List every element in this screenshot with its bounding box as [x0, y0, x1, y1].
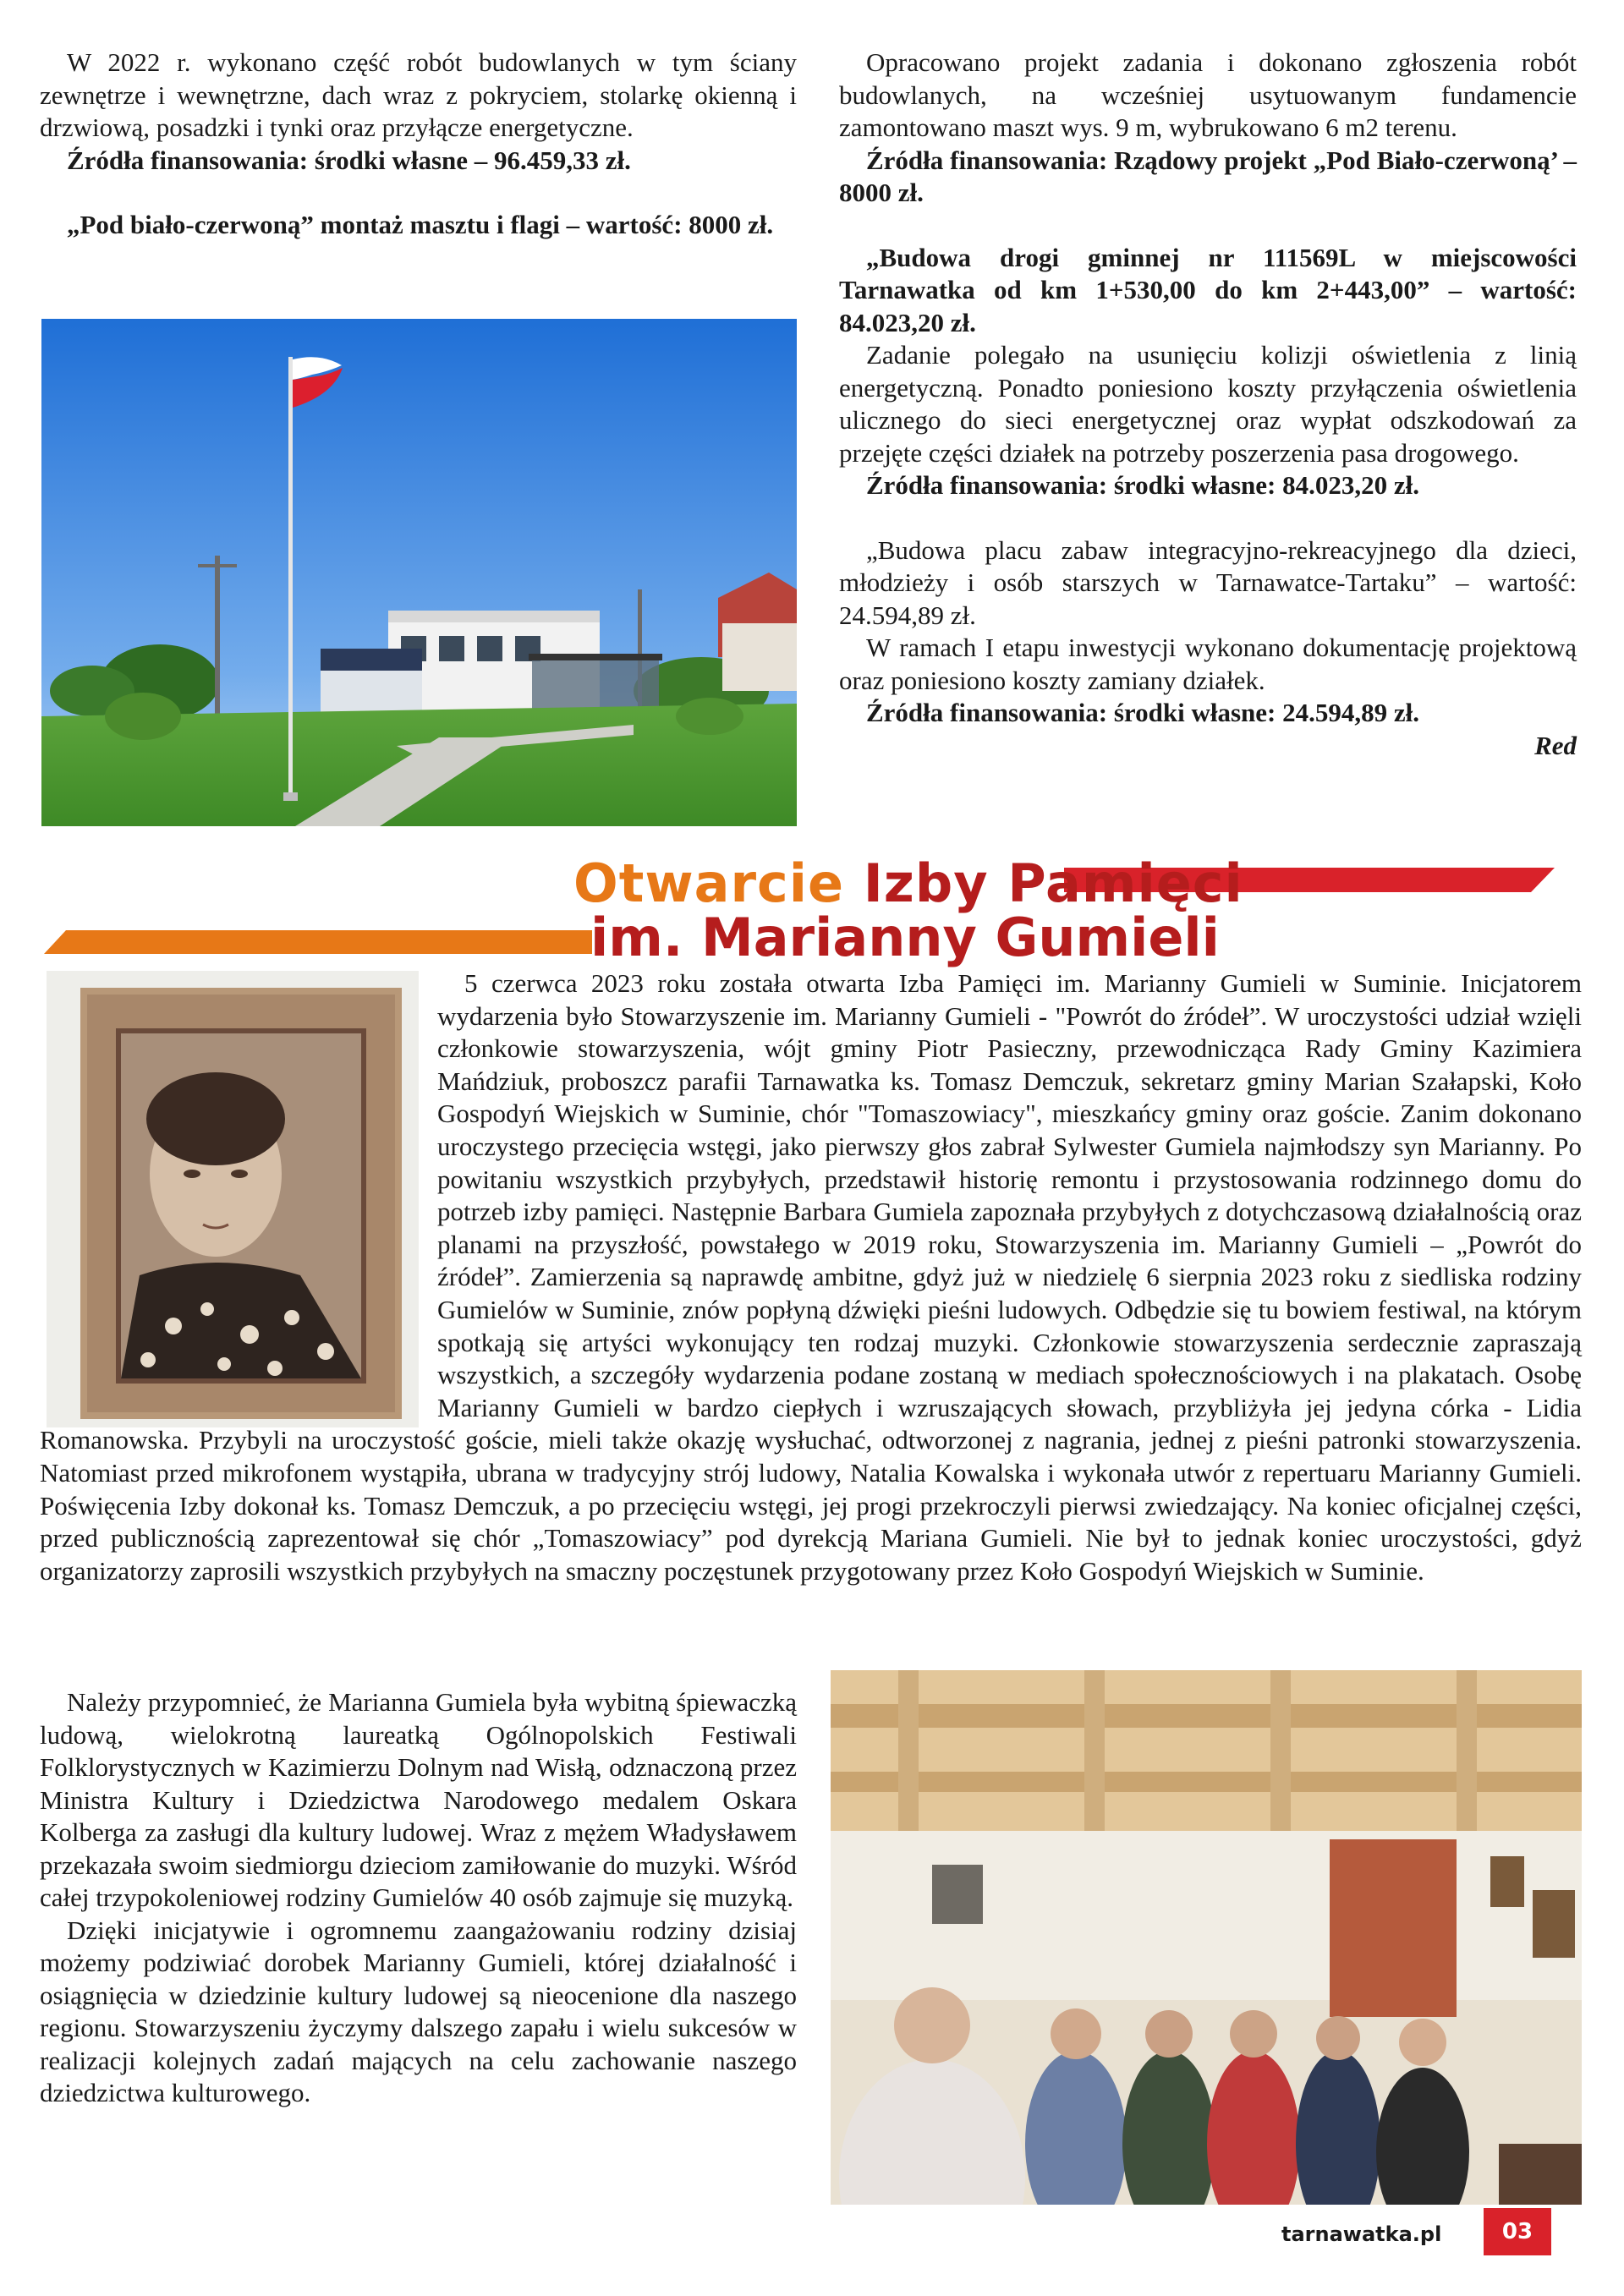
funding-line: Źródła finansowania: środki własne: 24.594,89 zł. — [866, 698, 1419, 727]
article-bottom-column — [40, 1686, 797, 2110]
article-paragraph: 5 czerwca 2023 roku została otwarta Izba Pamięci im. Marianny Gumieli w Suminie. Inicjatorem wydarzenia było Stowarzyszenie im. Marianny Gumieli - "Powrót do źródeł”. W uroczystości udział wzięli członkowie stowarzyszenia, wójt gminy Piotr Pasieczny, przewodnicząca Rady Gminy Kazimiera Mańdziuk, proboszcz parafii Tarnawatka ks. Tomasz Demczuk, sekretarz gminy Marian Szałapski, Koło Gospodyń Wiejskich w Suminie, chór "Tomaszowiacy", mieszkańcy gminy oraz goście. Zanim dokonano uroczystego przecięcia wstęgi, jako pierwszy głos zabrał Sylwester Gumiela najmłodszy syn Marianny. Po powitaniu wszystkich przybyłych, przedstawił historię remontu i przystosowania rodzinnego domu do potrzeb izby pamięci. Następnie Barbara Gumiela zapoznała przybyłych z dotychczasową działalnością oraz planami na przyszłość, powstałego w 2019 roku, Stowarzyszenia im. Marianny Gumieli – „Powrót do źródeł”. Zamierzenia są naprawdę ambitne, gdyż już w niedzielę 6 sierpnia 2023 roku z siedliska rodziny Gumielów w Suminie, znów popłyną dźwięki pieśni ludowych. Odbędzie się tu bowiem festiwal, na którym spotkają się artyści wykonujący ten rodzaj muzyki. Członkowie stowarzyszenia serdecznie zapraszają wszystkich, a szczegóły wydarzenia podane zostaną w mediach społecznościowych i na plakatach. Osobę Marianny Gumieli w bardzo ciepłych i wzruszających słowach, przybliżyła jej jedyna córka - Lidia Romanowska. Przybyli na uroczystość goście, mieli także okazję wysłuchać, odtworzonej z nagrania, jednej z pieśni patronki stowarzyszenia. Natomiast przed mikrofonem wystąpiła, ubrana w tradycyjny strój ludowy, Natalia Kowalska i wykonała utwór z repertuaru Marianny Gumieli. Poświęcenia Izby dokonał ks. Tomasz Demczuk, a po przecięciu wstęgi, jej progi przekroczyli pierwsi zwiedzający. Na koniec oficjalnej części, przed publicznością zaprezentował się chór „Tomaszowiacy” pod dyrekcją Mariana Gumieli. Nie był to jednak koniec uroczystości, gdyż organizatorzy zaprosili wszystkich przybyłych na smaczny poczęstunek przygotowany przez Koło Gospodyń Wiejskich w Suminie. — [40, 968, 1582, 1586]
paragraph: W 2022 r. wykonano część robót budowlanych w tym ściany zewnętrze i wewnętrzne, dach wraz z pokryciem, stolarkę okienną i drzwiową, posadzki i tynki oraz przyłącze energetyczne. — [40, 47, 797, 142]
paragraph: W ramach I etapu inwestycji wykonano dokumentację projektową oraz poniesiono koszty zamiany działek. — [839, 633, 1577, 695]
right-top-column — [839, 47, 1577, 762]
heading-line-1 — [573, 854, 1243, 913]
article-paragraph: Dzięki inicjatywie i ogromnemu zaangażowaniu rodziny dzisiaj możemy podziwiać dorobek Marianny Gumieli, której działalność i osiągnięcia w dziedzinie kultury ludowej są nieocenione dla naszego regionu. Stowarzyszeniu życzymy dalszego zapału i wielu sukcesów w realizacji kolejnych zadań mających na celu zachowanie naszego dziedzictwa kulturowego. — [40, 1915, 797, 2107]
footer-site-url: tarnawatka.pl — [1281, 2222, 1442, 2246]
heading-line-2: im. Marianny Gumieli — [590, 907, 1220, 968]
article-heading — [0, 852, 1624, 968]
heading-word-2: Izby Pamięci — [863, 852, 1243, 914]
paragraph: Zadanie polegało na usunięciu kolizji oświetlenia z linią energetyczną. Ponadto poniesiono koszty przyłączenia oświetlenia ulicznego do sieci energetycznej oraz wypłat odszkodowań za przejęte części działek na potrzeby poszerzenia pasa drogowego. — [839, 340, 1577, 468]
section-title: „Budowa placu zabaw integracyjno-rekreacyjnego dla dzieci, młodzieży i osób starszych w Tarnawatce-Tartaku” – wartość: 24.594,89 zł. — [839, 534, 1577, 630]
funding-line: Źródła finansowania: Rządowy projekt „Pod Biało-czerwoną’ – 8000 zł. — [839, 145, 1577, 207]
section-title: „Budowa drogi gminnej nr 111569L w miejscowości Tarnawatka od km 1+530,00 do km 2+443,00” – wartość: 84.023,20 zł. — [839, 242, 1577, 337]
flagpole-photo — [41, 319, 797, 826]
paragraph: Opracowano projekt zadania i dokonano zgłoszenia robót budowlanych, na wcześniej usytuowanym fundamencie zamontowano maszt wys. 9 m, wybrukowano 6 m2 terenu. — [839, 47, 1577, 142]
article-paragraph: Należy przypomnieć, że Marianna Gumiela była wybitną śpiewaczką ludową, wielokrotną laureatką Ogólnopolskich Festiwali Folklorystycznych w Kazimierzu Dolnym nad Wisłą, odznaczoną przez Ministra Kultury i Dziedzictwa Narodowego medalem Oskara Kolberga za zasługi dla kultury ludowej. Wraz z mężem Władysławem przekazała swoim siedmiorgu dzieciom zamiłowanie do muzyki. Wśród całej trzypokoleniowej rodziny Gumielów 40 osób zajmuje się muzyką. — [40, 1687, 797, 1912]
page-number-badge: 03 — [1484, 2208, 1551, 2255]
heading-word-1: Otwarcie — [573, 852, 845, 914]
interior-photo — [831, 1670, 1582, 2247]
funding-line: Źródła finansowania: środki własne – 96.459,33 zł. — [67, 145, 631, 175]
left-top-column — [40, 47, 797, 242]
funding-line: Źródła finansowania: środki własne: 84.023,20 zł. — [866, 470, 1419, 500]
article-main-text — [40, 967, 1582, 1587]
author-signature: Red — [1534, 730, 1577, 760]
section-title: „Pod biało-czerwoną” montaż masztu i flagi – wartość: 8000 zł. — [67, 210, 774, 239]
